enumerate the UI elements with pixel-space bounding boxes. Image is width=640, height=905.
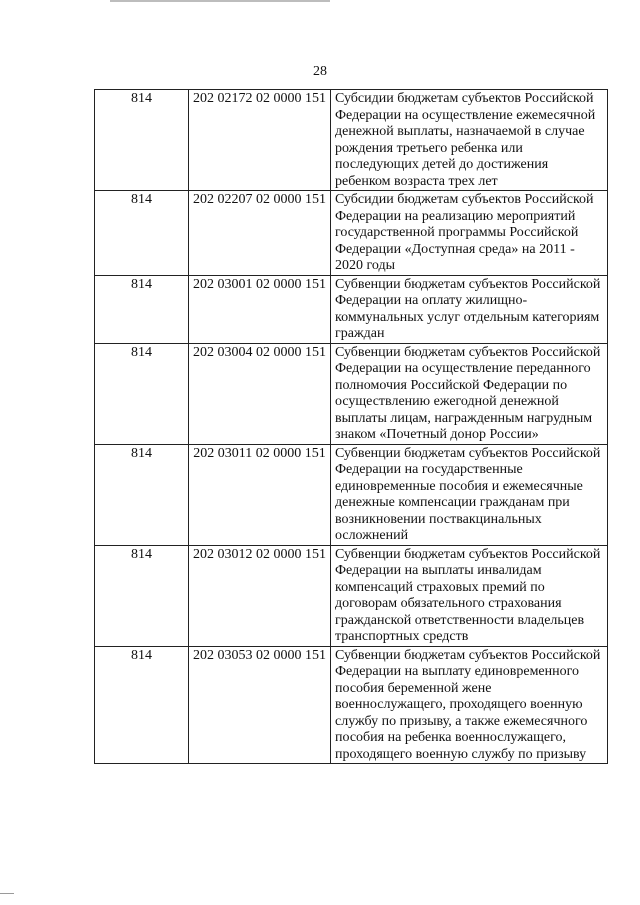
- admin-code-cell: 814: [95, 545, 189, 646]
- table-row: [95, 191, 608, 276]
- revenue-name-cell: Субвенции бюджетам субъектов Российской Федерации на государственные единовременные пособия и ежемесячные денежные компенсации гражданам при возникновении поствакцинальных осложнений: [331, 444, 608, 545]
- budget-code-cell: 202 02172 02 0000 151: [189, 90, 331, 191]
- budget-code-cell: 202 03004 02 0000 151: [189, 343, 331, 444]
- admin-code-cell: 814: [95, 275, 189, 343]
- table-row: [95, 444, 608, 545]
- admin-code-cell: 814: [95, 343, 189, 444]
- budget-code-cell: 202 03012 02 0000 151: [189, 545, 331, 646]
- admin-code-cell: 814: [95, 646, 189, 764]
- table-row: [95, 275, 608, 343]
- revenue-name-cell: Субвенции бюджетам субъектов Российской Федерации на осуществление переданного полномочия Российской Федерации по осуществлению ежегодной денежной выплаты лицам, награжденным нагрудным знаком «Почетный донор России»: [331, 343, 608, 444]
- table-row: [95, 90, 608, 191]
- revenue-name-cell: Субвенции бюджетам субъектов Российской Федерации на выплату единовременного пособия беременной жене военнослужащего, проходящего военную службу по призыву, а также ежемесячного пособия на ребенка военнослужащего, проходящего военную службу по призыву: [331, 646, 608, 764]
- budget-code-cell: 202 03001 02 0000 151: [189, 275, 331, 343]
- table-row: [95, 545, 608, 646]
- budget-code-cell: 202 02207 02 0000 151: [189, 191, 331, 276]
- budget-code-cell: 202 03053 02 0000 151: [189, 646, 331, 764]
- revenue-name-cell: Субвенции бюджетам субъектов Российской Федерации на выплаты инвалидам компенсаций страховых премий по договорам обязательного страхования гражданской ответственности владельцев транспортных средств: [331, 545, 608, 646]
- scan-edge-mark: [0, 893, 14, 894]
- table-row: [95, 646, 608, 764]
- admin-code-cell: 814: [95, 90, 189, 191]
- admin-code-cell: 814: [95, 444, 189, 545]
- revenue-name-cell: Субсидии бюджетам субъектов Российской Федерации на осуществление ежемесячной денежной выплаты, назначаемой в случае рождения третьего ребенка или последующих детей до достижения ребенком возраста трех лет: [331, 90, 608, 191]
- admin-code-cell: 814: [95, 191, 189, 276]
- revenue-name-cell: Субсидии бюджетам субъектов Российской Федерации на реализацию мероприятий государственной программы Российской Федерации «Доступная среда» на 2011 - 2020 годы: [331, 191, 608, 276]
- table-row: [95, 343, 608, 444]
- budget-classification-table: [94, 89, 608, 764]
- top-scan-rule: [110, 0, 330, 2]
- page-number: 28: [313, 64, 327, 79]
- budget-code-cell: 202 03011 02 0000 151: [189, 444, 331, 545]
- revenue-name-cell: Субвенции бюджетам субъектов Российской Федерации на оплату жилищно-коммунальных услуг отдельным категориям граждан: [331, 275, 608, 343]
